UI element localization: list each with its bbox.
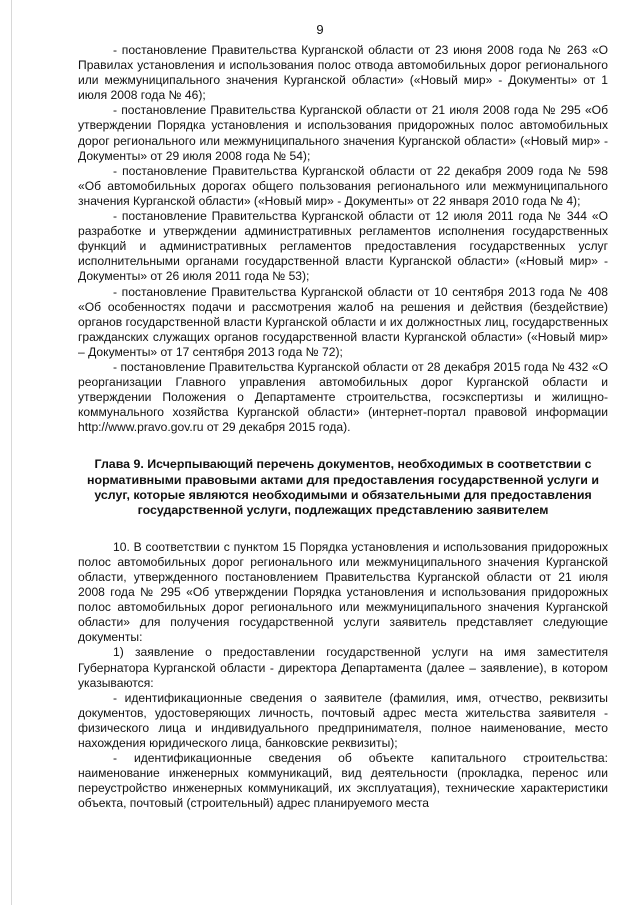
list-item: - постановление Правительства Курганской области от 28 декабря 2015 года № 432 «О реорганизации Главного управления автомобильных дорог Курганской области и утверждении Положения о Департаменте строительства, госэкспертизы и жилищно-коммунального хозяйства Курганской области» (интернет-портал правовой информации http://www.pravo.gov.ru от 29 декабря 2015 года). — [78, 359, 608, 435]
page-number: 9 — [316, 22, 324, 37]
clause-intro: 10. В соответствии с пунктом 15 Порядка установления и использования придорожных полос автомобильных дорог регионального или межмуниципального значения Курганской области, утвержденного постановлением Правительства Курганской области от 21 июля 2008 года № 295 «Об утверждении Порядка установления и использования придорожных полос автомобильных дорог регионального или межмуниципального значения Курганской области» для получения государственной услуги заявитель представляет следующие документы: — [78, 539, 608, 645]
list-item: - постановление Правительства Курганской области от 10 сентября 2013 года № 408 «Об особенностях подачи и рассмотрения жалоб на решения и действия (бездействие) органов государственной власти Курганской области и их должностных лиц, государственных гражданских служащих органов государственной власти Курганской области» («Новый мир» – Документы» от 17 сентября 2013 года № 72); — [78, 284, 608, 359]
document-body — [78, 43, 608, 812]
list-item: - постановление Правительства Курганской области от 22 декабря 2009 года № 598 «Об автомобильных дорогах общего пользования регионального или межмуниципального значения Курганской области» («Новый мир» - Документы» от 22 января 2010 года № 4); — [78, 163, 608, 208]
clause-subitem: - идентификационные сведения об объекте капитального строительства: наименование инженерных коммуникаций, вид деятельности (прокладка, перенос или переустройство инженерных коммуникаций, их эксплуатация), технические характеристики объекта, почтовый (строительный) адрес планируемого места — [78, 751, 608, 811]
clause-item: 1) заявление о предоставлении государственной услуги на имя заместителя Губернатора Курганской области - директора Департамента (далее – заявление), в котором указываются: — [78, 645, 608, 690]
scan-edge-line — [11, 0, 12, 905]
list-item: - постановление Правительства Курганской области от 23 июня 2008 года № 263 «О Правилах установления и использования полос отвода автомобильных дорог регионального или межмуниципального значения Курганской области» («Новый мир» - Документы» от 1 июля 2008 года № 46); — [78, 43, 608, 103]
list-item: - постановление Правительства Курганской области от 21 июля 2008 года № 295 «Об утверждении Порядка установления и использования придорожных полос автомобильных дорог регионального или межмуниципального значения Курганской области» («Новый мир» - Документы» от 29 июля 2008 года № 54); — [78, 103, 608, 163]
clause-subitem: - идентификационные сведения о заявителе (фамилия, имя, отчество, реквизиты документов, удостоверяющих личность, почтовый адрес места жительства заявителя - физического лица и индивидуального предпринимателя, полное наименование, место нахождения юридического лица, банковские реквизиты); — [78, 690, 608, 751]
list-item: - постановление Правительства Курганской области от 12 июля 2011 года № 344 «О разработке и утверждении административных регламентов исполнения государственных функций и административных регламентов предоставления государственных услуг исполнительными органами государственной власти Курганской области» («Новый мир» - Документы» от 26 июля 2011 года № 53); — [78, 209, 608, 284]
chapter-heading: Глава 9. Исчерпывающий перечень документов, необходимых в соответствии с нормативными правовыми актами для предоставления государственной услуги и услуг, которые являются необходимыми и обязательными для предоставления государственной услуги, подлежащих представлению заявителем — [87, 457, 599, 517]
